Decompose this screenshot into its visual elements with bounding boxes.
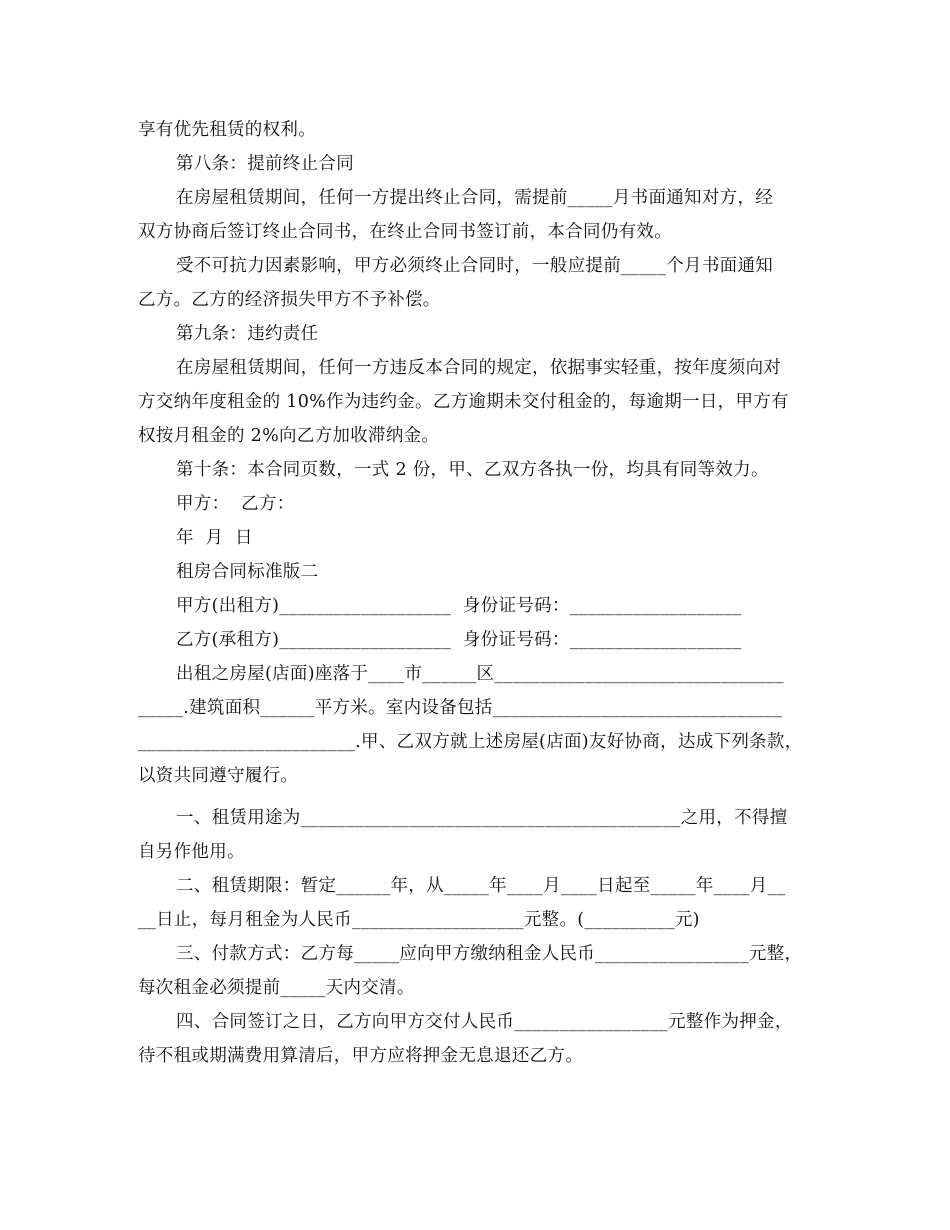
article-heading: 第九条：违约责任 — [176, 324, 319, 344]
text-line: 自另作他用。 — [138, 842, 245, 862]
text-line: 在房屋租赁期间，任何一方提出终止合同，需提前_____月书面通知对方，经 — [176, 188, 774, 208]
party-line: 乙方(承租方)___________________ 身份证号码：___________________ — [176, 630, 742, 650]
text-line: ________________________.甲、乙双方就上述房屋(店面)友好协商，达成下列条款， — [138, 732, 803, 752]
text-line: 以资共同遵守履行。 — [138, 766, 299, 786]
date-line: 年 月 日 — [176, 528, 253, 548]
text-line: __日止，每月租金为人民币___________________元整。(__________元) — [138, 910, 700, 930]
text-line: _____.建筑面积______平方米。室内设备包括________________________________ — [138, 698, 783, 718]
text-line: 享有优先租赁的权利。 — [138, 120, 316, 140]
text-line: 待不租或期满费用算清后，甲方应将押金无息退还乙方。 — [138, 1046, 583, 1066]
text-line: 第十条：本合同页数，一式 2 份，甲、乙双方各执一份，均具有同等效力。 — [176, 460, 769, 480]
clause-line: 四、合同签订之日，乙方向甲方交付人民币_________________元整作为押金， — [176, 1012, 793, 1032]
signature-line: 甲方： 乙方： — [176, 494, 295, 514]
clause-line: 三、付款方式：乙方每_____应向甲方缴纳租金人民币_________________元整， — [176, 944, 803, 964]
text-line: 每次租金必须提前_____天内交清。 — [138, 978, 415, 998]
text-line: 权按月租金的 2%向乙方加收滞纳金。 — [138, 426, 440, 446]
text-line: 出租之房屋(店面)座落于____市______区________________________________ — [176, 664, 784, 684]
text-line: 受不可抗力因素影响，甲方必须终止合同时，一般应提前_____个月书面通知 — [176, 256, 774, 276]
text-line: 乙方。乙方的经济损失甲方不予补偿。 — [138, 290, 441, 310]
text-line: 在房屋租赁期间，任何一方违反本合同的规定，依据事实轻重，按年度须向对 — [176, 358, 782, 378]
text-line: 双方协商后签订终止合同书，在终止合同书签订前，本合同仍有效。 — [138, 222, 672, 242]
party-line: 甲方(出租方)___________________ 身份证号码：___________________ — [176, 596, 742, 616]
section-title: 租房合同标准版二 — [176, 562, 319, 582]
clause-line: 二、租赁期限：暂定______年，从_____年____月____日起至_____年____月__ — [176, 876, 786, 896]
article-heading: 第八条：提前终止合同 — [176, 154, 354, 174]
text-line: 方交纳年度租金的 10%作为违约金。乙方逾期未交付租金的，每逾期一日，甲方有 — [138, 392, 789, 412]
clause-line: 一、租赁用途为__________________________________________之用，不得擅 — [176, 808, 788, 828]
